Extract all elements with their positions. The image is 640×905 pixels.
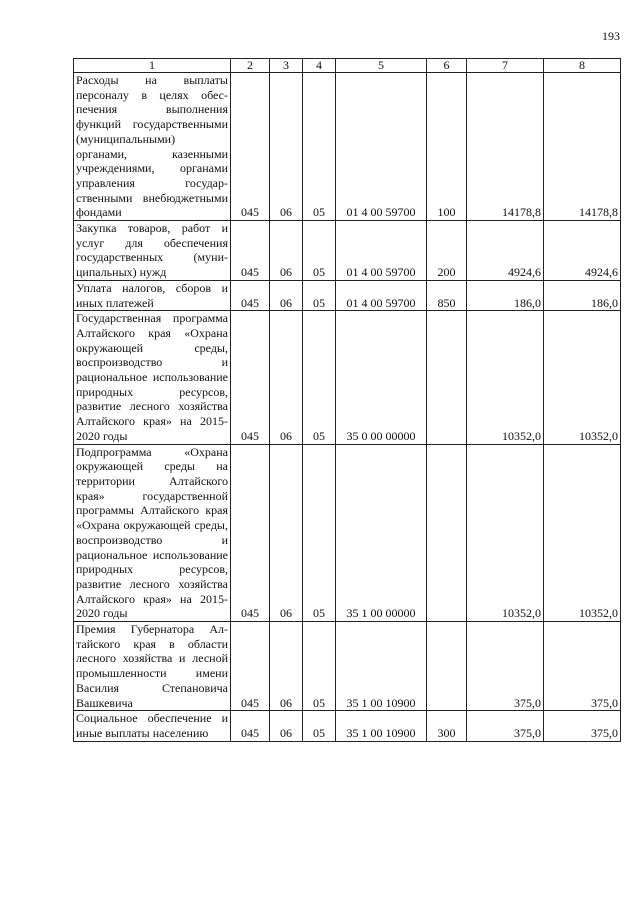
admin-code: 045: [231, 622, 270, 711]
expense-type: [427, 444, 467, 621]
section-code: 06: [270, 444, 303, 621]
section-code: 06: [270, 711, 303, 741]
amount-col7: 14178,8: [467, 73, 544, 221]
header-cell: 1: [74, 59, 231, 73]
subsection-code: 05: [303, 444, 336, 621]
header-cell: 4: [303, 59, 336, 73]
admin-code: 045: [231, 444, 270, 621]
amount-col7: 10352,0: [467, 311, 544, 444]
amount-col8: 14178,8: [544, 73, 621, 221]
section-code: 06: [270, 622, 303, 711]
subsection-code: 05: [303, 311, 336, 444]
amount-col8: 10352,0: [544, 311, 621, 444]
amount-col7: 375,0: [467, 622, 544, 711]
header-cell: 7: [467, 59, 544, 73]
target-article: 01 4 00 59700: [336, 280, 427, 310]
subsection-code: 05: [303, 73, 336, 221]
admin-code: 045: [231, 711, 270, 741]
admin-code: 045: [231, 280, 270, 310]
target-article: 35 1 00 10900: [336, 711, 427, 741]
expense-type: [427, 622, 467, 711]
amount-col7: 375,0: [467, 711, 544, 741]
amount-col7: 4924,6: [467, 221, 544, 281]
section-code: 06: [270, 311, 303, 444]
amount-col8: 375,0: [544, 711, 621, 741]
header-cell: 8: [544, 59, 621, 73]
table-row: [74, 280, 621, 310]
subsection-code: 05: [303, 221, 336, 281]
expense-name: Уплата налогов, сборов и иных платежей: [74, 280, 231, 310]
expense-type: 300: [427, 711, 467, 741]
amount-col7: 10352,0: [467, 444, 544, 621]
expense-type: 100: [427, 73, 467, 221]
target-article: 01 4 00 59700: [336, 221, 427, 281]
header-cell: 6: [427, 59, 467, 73]
target-article: 01 4 00 59700: [336, 73, 427, 221]
expense-name: Закупка товаров, работ и услуг для обеспечения государственных (муниципальных) нужд: [74, 221, 231, 281]
table-row: [74, 221, 621, 281]
section-code: 06: [270, 280, 303, 310]
expense-name: Премия Губернатора Алтайского края в области лесного хозяйства и лесной промышленности имени Василия Степановича Вашкевича: [74, 622, 231, 711]
section-code: 06: [270, 73, 303, 221]
table-row: [74, 711, 621, 741]
target-article: 35 0 00 00000: [336, 311, 427, 444]
section-code: 06: [270, 221, 303, 281]
header-row: [74, 59, 621, 73]
expense-name: Социальное обеспечение и иные выплаты населению: [74, 711, 231, 741]
amount-col8: 10352,0: [544, 444, 621, 621]
table-row: [74, 73, 621, 221]
amount-col8: 4924,6: [544, 221, 621, 281]
admin-code: 045: [231, 311, 270, 444]
subsection-code: 05: [303, 711, 336, 741]
header-cell: 3: [270, 59, 303, 73]
header-cell: 2: [231, 59, 270, 73]
expense-type: [427, 311, 467, 444]
amount-col8: 186,0: [544, 280, 621, 310]
expense-type: 850: [427, 280, 467, 310]
page-number: 193: [602, 29, 620, 43]
expense-type: 200: [427, 221, 467, 281]
expense-name: Подпрограмма «Охрана окружающей среды на территории Алтайского края» государственной программы Алтайского края «Охрана окружающей среды, воспроизводство и рациональное использование природных ресурсов, развитие лесного хозяйства Алтайского края» на 2015-2020 годы: [74, 444, 231, 621]
table-row: [74, 622, 621, 711]
budget-table: [73, 58, 621, 742]
admin-code: 045: [231, 221, 270, 281]
expense-name: Государственная программа Алтайского края «Охрана окружающей среды, воспроизводство и рациональное использование природных ресурсов, развитие лесного хозяйства Алтайского края» на 2015-2020 годы: [74, 311, 231, 444]
table-row: [74, 444, 621, 621]
target-article: 35 1 00 00000: [336, 444, 427, 621]
amount-col7: 186,0: [467, 280, 544, 310]
subsection-code: 05: [303, 280, 336, 310]
expense-name: Расходы на выплаты персоналу в целях обеспечения выполнения функций государственными (муниципальными) органами, казенными учреждениями, органами управления государственными внебюджетными фондами: [74, 73, 231, 221]
admin-code: 045: [231, 73, 270, 221]
target-article: 35 1 00 10900: [336, 622, 427, 711]
table-row: [74, 311, 621, 444]
amount-col8: 375,0: [544, 622, 621, 711]
header-cell: 5: [336, 59, 427, 73]
subsection-code: 05: [303, 622, 336, 711]
